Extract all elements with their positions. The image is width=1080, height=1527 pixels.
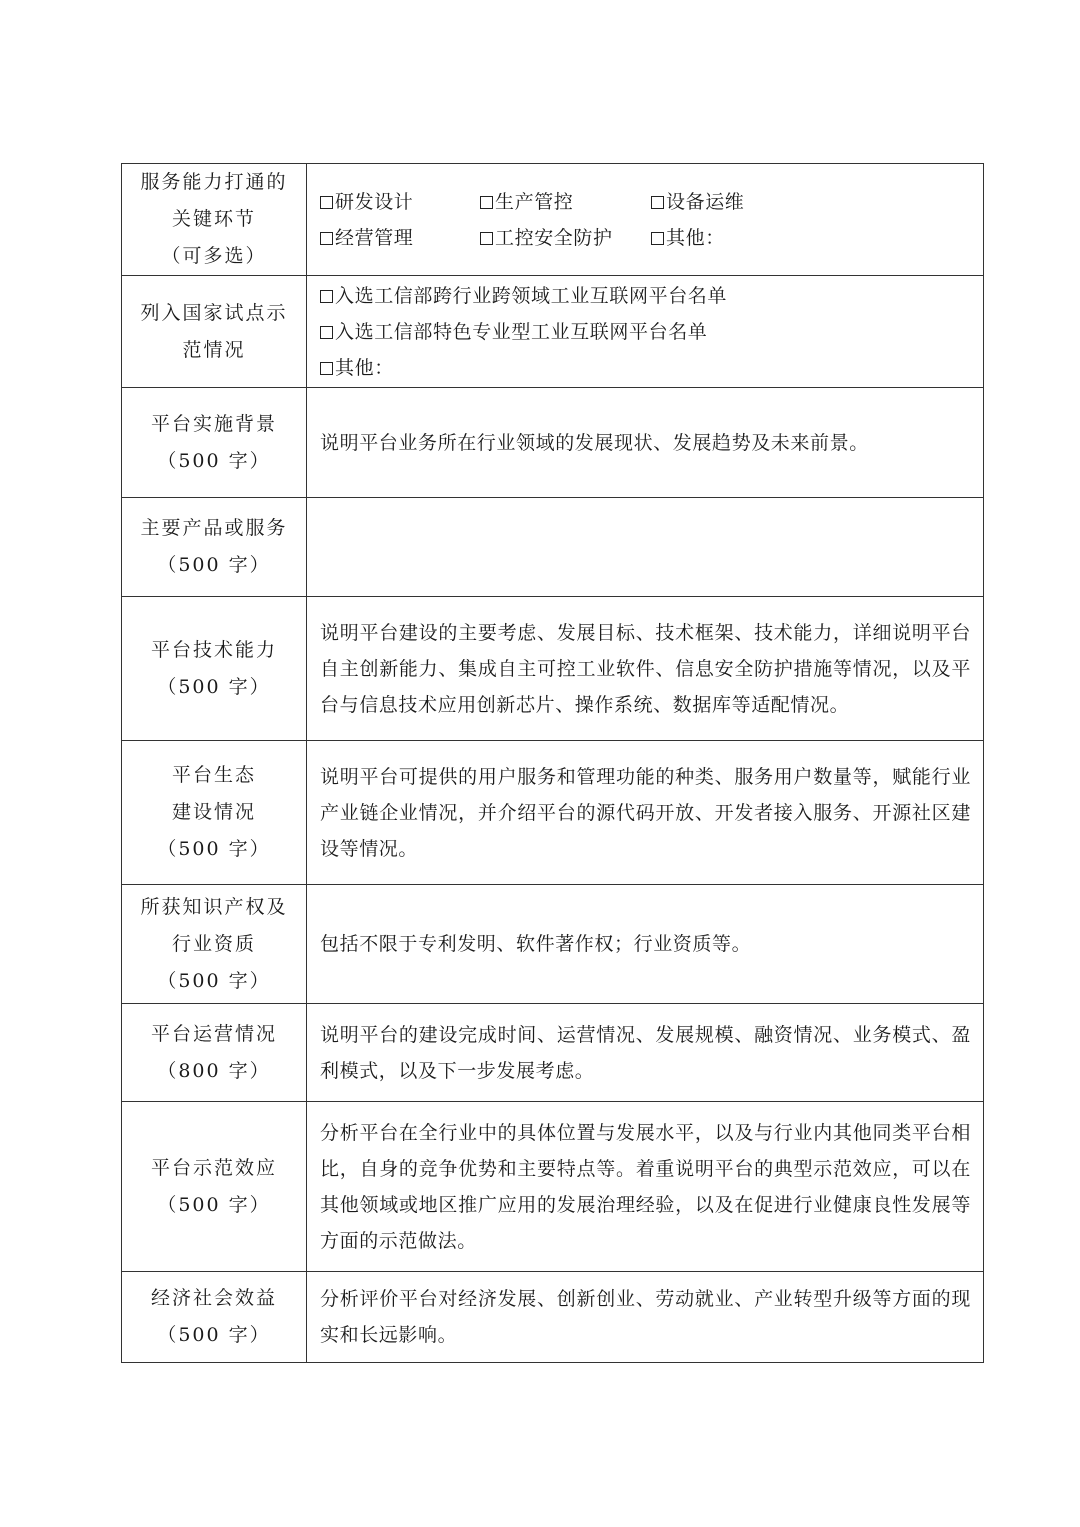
label-line: 平台示范效应 [150,1156,277,1179]
label-line: （500 字） [157,1324,271,1346]
row-label [122,1272,307,1363]
row-label [122,597,307,741]
label-line: 建设情况 [171,801,256,823]
options-row [320,220,971,256]
label-line: 平台生态 [171,764,256,786]
table-row [122,164,984,276]
label-line: （500 字） [157,675,271,698]
row-description: 包括不限于专利发明、软件著作权；行业资质等。 [320,933,752,955]
checkbox-option[interactable] [651,184,744,220]
row-content [307,1004,984,1102]
row-description: 说明平台的建设完成时间、运营情况、发展规模、融资情况、业务模式、盈利模式，以及下一步发展考虑。 [320,1023,971,1082]
label-line: 平台运营情况 [150,1022,277,1045]
checkbox-icon[interactable] [320,326,333,339]
label-line: 关键环节 [171,208,256,230]
option-label: 其他： [666,226,725,249]
label-line: 范情况 [182,338,246,361]
row-label [122,885,307,1004]
table-row [122,1004,984,1102]
checkbox-icon[interactable] [320,232,333,245]
row-content [307,276,984,388]
row-content [307,885,984,1004]
label-line: 服务能力打通的 [140,171,288,193]
option-label: 研发设计 [335,190,414,213]
options-row [320,184,971,220]
label-line: （500 字） [157,838,271,860]
options-row [320,350,971,386]
label-line: 行业资质 [171,932,256,955]
checkbox-option[interactable] [320,220,480,256]
checkbox-icon[interactable] [320,362,333,375]
table-row [122,741,984,885]
checkbox-option[interactable] [320,278,727,314]
table-row [122,498,984,597]
row-label [122,1004,307,1102]
label-line: （500 字） [157,554,271,576]
row-content [307,741,984,885]
option-label: 入选工信部特色专业型工业互联网平台名单 [335,320,708,343]
table-row [122,388,984,498]
label-line: （500 字） [157,1193,271,1216]
label-line: 经济社会效益 [150,1287,277,1309]
options-row [320,314,971,350]
option-label: 其他： [335,356,394,379]
option-label: 生产管控 [495,190,574,213]
option-label: 工控安全防护 [495,226,613,249]
row-description: 说明平台可提供的用户服务和管理功能的种类、服务用户数量等，赋能行业产业链企业情况，并介绍平台的源代码开放、开发者接入服务、开源社区建设等情况。 [320,765,971,860]
checkbox-option[interactable] [320,314,707,350]
label-line: 平台技术能力 [150,638,277,661]
row-label [122,388,307,498]
checkbox-option[interactable] [651,220,725,256]
row-description: 说明平台建设的主要考虑、发展目标、技术框架、技术能力，详细说明平台自主创新能力、集成自主可控工业软件、信息安全防护措施等情况，以及平台与信息技术应用创新芯片、操作系统、数据库等适配情况。 [320,621,971,716]
checkbox-icon[interactable] [320,196,333,209]
label-line: 平台实施背景 [150,412,277,435]
label-line: 列入国家试点示 [140,301,288,324]
label-line: （800 字） [157,1059,271,1082]
label-line: 主要产品或服务 [140,517,288,539]
option-label: 设备运维 [666,190,745,213]
checkbox-icon[interactable] [480,196,493,209]
row-label [122,498,307,597]
checkbox-icon[interactable] [320,290,333,303]
row-description: 说明平台业务所在行业领域的发展现状、发展趋势及未来前景。 [320,431,869,454]
checkbox-icon[interactable] [480,232,493,245]
table-row [122,276,984,388]
option-label: 入选工信部跨行业跨领域工业互联网平台名单 [335,284,728,307]
row-label [122,276,307,388]
label-line: 所获知识产权及 [140,895,288,918]
checkbox-option[interactable] [320,350,394,386]
application-form-table [121,163,984,1363]
checkbox-icon[interactable] [651,232,664,245]
checkbox-option[interactable] [480,184,651,220]
options-row [320,278,971,314]
table-row [122,885,984,1004]
row-description: 分析平台在全行业中的具体位置与发展水平，以及与行业内其他同类平台相比，自身的竞争优势和主要特点等。着重说明平台的典型示范效应，可以在其他领域或地区推广应用的发展治理经验，以及在促进行业健康良性发展等方面的示范做法。 [320,1121,971,1252]
checkbox-option[interactable] [320,184,480,220]
row-content [307,164,984,276]
row-label [122,1102,307,1272]
table-row [122,1272,984,1363]
row-content[interactable] [307,498,984,597]
row-description: 分析评价平台对经济发展、创新创业、劳动就业、产业转型升级等方面的现实和长远影响。 [320,1288,971,1346]
table-row [122,597,984,741]
row-label [122,164,307,276]
row-content [307,1102,984,1272]
label-line: （500 字） [157,449,271,472]
checkbox-option[interactable] [480,220,651,256]
option-label: 经营管理 [335,226,414,249]
checkbox-icon[interactable] [651,196,664,209]
row-label [122,741,307,885]
row-content [307,388,984,498]
row-content [307,597,984,741]
label-line: （500 字） [157,969,271,992]
table-row [122,1102,984,1272]
label-line: （可多选） [161,245,267,267]
row-content [307,1272,984,1363]
